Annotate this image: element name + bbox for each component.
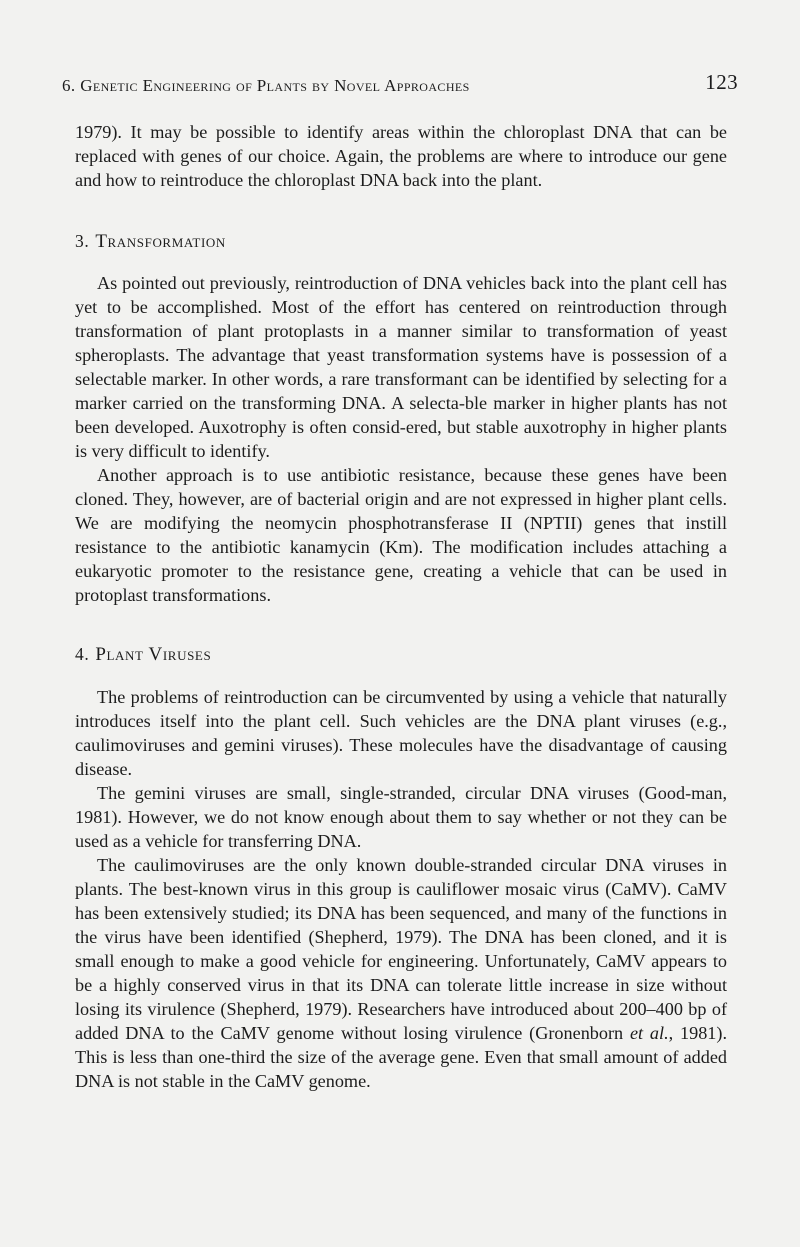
section-plant-viruses [75,642,727,1093]
paragraph [75,853,727,1093]
page-number: 123 [705,70,738,94]
section-heading-transformation [75,229,727,254]
intro-paragraph: 1979). It may be possible to identify areas within the chloroplast DNA that can be replaced with genes of our choice. Again, the problems are where to introduce our gene and how to reintroduce the chloroplast DNA back into the plant. [75,122,727,190]
section-transformation [75,229,727,607]
paragraph-text: , 1981). This is less than one-third the size of the average gene. Even that small amount of added DNA is not stable in the CaMV genome. [75,1023,728,1091]
italic-text: et al. [629,1023,669,1043]
section-title: Plant Viruses [95,644,212,665]
running-head [62,70,738,96]
chapter-title: 6. Genetic Engineering of Plants by Novel Approaches [62,76,470,95]
paragraph: The gemini viruses are small, single-stranded, circular DNA viruses (Good-man, 1981). However, we do not know enough about them to say whether or not they can be used as a vehicle for transferring DNA. [75,783,727,851]
section-number: 3. [75,231,90,251]
page-body [75,120,727,1093]
paragraph-text: The caulimoviruses are the only known double-stranded circular DNA viruses in plants. The best-known virus in this group is cauliflower mosaic virus (CaMV). CaMV has been extensively studied; its DNA has been sequenced, and many of the functions in the virus have been identified (Shepherd, 1979). The DNA has been cloned, and it is small enough to make a good vehicle for engineering. Unfortunately, CaMV appears to be a highly conserved virus in that its DNA can tolerate little increase in size without losing its virulence (Shepherd, 1979). Researchers have introduced about 200–400 bp of added DNA to the CaMV genome without losing virulence (Gronenborn [75,855,727,1043]
paragraph: Another approach is to use antibiotic resistance, because these genes have been cloned. They, however, are of bacterial origin and are not expressed in higher plant cells. We are modifying the neomycin phosphotransferase II (NPTII) genes that instill resistance to the antibiotic kanamycin (Km). The modification includes attaching a eukaryotic promoter to the resistance gene, creating a vehicle that can be used in protoplast transformations. [75,465,727,605]
section-heading-plant-viruses [75,642,727,667]
paragraph: As pointed out previously, reintroduction of DNA vehicles back into the plant cell has yet to be accomplished. Most of the effort has centered on reintroduction through transformation of plant protoplasts in a manner similar to transformation of yeast spheroplasts. The advantage that yeast transformation systems have is possession of a selectable marker. In other words, a rare transformant can be identified by selecting for a marker carried on the transforming DNA. A selecta-ble marker in higher plants has not been developed. Auxotrophy is often consid-ered, but stable auxotrophy in higher plants is very difficult to identify. [75,273,727,461]
section-title: Transformation [95,231,226,252]
section-number: 4. [75,644,90,664]
paragraph: The problems of reintroduction can be circumvented by using a vehicle that naturally introduces itself into the plant cell. Such vehicles are the DNA plant viruses (e.g., caulimoviruses and gemini viruses). These molecules have the disadvantage of causing disease. [75,687,727,779]
